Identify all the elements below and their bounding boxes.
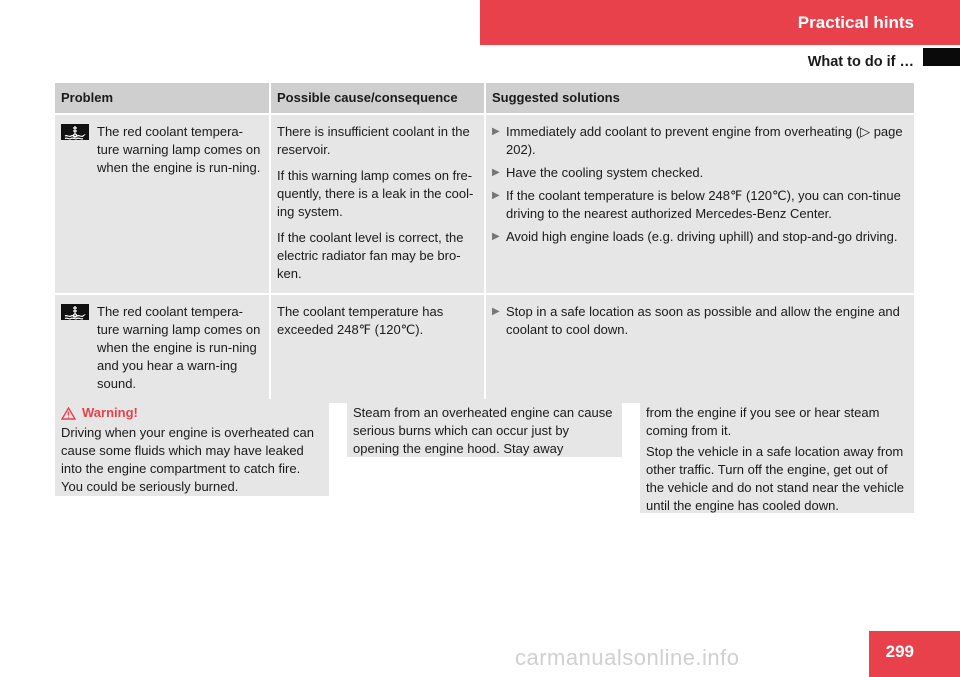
cause-cell xyxy=(270,114,485,294)
arrow-bullet-icon: ▶ xyxy=(492,190,500,201)
column-header-problem: Problem xyxy=(55,83,270,114)
table-row xyxy=(55,114,914,294)
warning-box xyxy=(55,399,329,496)
watermark: carmanualsonline.info xyxy=(515,645,740,670)
page-number-text: 299 xyxy=(885,642,914,661)
cause-text: If this warning lamp comes on fre-quently, there is a leak in the cool-ing system. xyxy=(277,168,474,219)
warning-heading xyxy=(61,404,323,422)
warning-triangle-icon xyxy=(61,407,76,420)
cause-text: If the coolant level is correct, the electric radiator fan may be bro-ken. xyxy=(277,230,464,281)
problem-cell xyxy=(55,114,270,294)
problem-text: The red coolant tempera-ture warning lamp comes on when the engine is run-ning and you hear a warn-ing sound. xyxy=(97,304,261,391)
warning-text: Stop the vehicle in a safe location away from other traffic. Turn off the engine, get out of the vehicle and do not stand near the vehicle until the engine has cooled down. xyxy=(646,444,905,513)
troubleshooting-table xyxy=(55,83,914,403)
solutions-cell xyxy=(485,114,914,294)
warning-continuation xyxy=(640,399,914,513)
solution-item xyxy=(492,228,908,246)
section-header xyxy=(480,0,960,45)
column-header-solutions: Suggested solutions xyxy=(485,83,914,114)
coolant-temperature-warning-lamp-icon xyxy=(61,124,89,140)
solution-text: Have the cooling system checked. xyxy=(506,165,704,180)
arrow-bullet-icon: ▶ xyxy=(492,167,500,178)
solutions-cell xyxy=(485,294,914,403)
solution-text: Avoid high engine loads (e.g. driving uphill) and stop-and-go driving. xyxy=(506,229,898,244)
warning-text: Driving when your engine is overheated can cause some fluids which may have leaked into the engine compartment to catch fire. You could be seriously burned. xyxy=(61,425,314,494)
page-number xyxy=(869,631,960,677)
solution-item xyxy=(492,164,908,182)
solution-item xyxy=(492,303,908,339)
table-header-row xyxy=(55,83,914,114)
cause-cell xyxy=(270,294,485,403)
warning-text: Steam from an overheated engine can cause serious burns which can occur just by opening the engine hood. Stay away xyxy=(353,405,613,456)
solution-text: Immediately add coolant to prevent engine from overheating (▷ page 202). xyxy=(506,124,903,157)
subsection-title: What to do if … xyxy=(807,54,914,70)
solution-item xyxy=(492,187,908,223)
solution-text: Stop in a safe location as soon as possible and allow the engine and coolant to cool down. xyxy=(506,304,900,337)
table-row xyxy=(55,294,914,403)
problem-cell xyxy=(55,294,270,403)
warning-text: from the engine if you see or hear steam coming from it. xyxy=(646,405,880,438)
column-header-cause: Possible cause/consequence xyxy=(270,83,485,114)
arrow-bullet-icon: ▶ xyxy=(492,126,500,137)
warning-continuation xyxy=(347,399,622,457)
arrow-bullet-icon: ▶ xyxy=(492,306,500,317)
thumb-tab xyxy=(923,48,960,66)
section-title: Practical hints xyxy=(797,13,914,32)
warning-title: Warning! xyxy=(82,405,138,420)
solution-item xyxy=(492,123,908,159)
solution-text: If the coolant temperature is below 248℉ (120℃), you can con-tinue driving to the nearest authorized Mercedes-Benz Center. xyxy=(506,188,901,221)
arrow-bullet-icon: ▶ xyxy=(492,231,500,242)
coolant-temperature-warning-lamp-icon xyxy=(61,304,89,320)
cause-text: There is insufficient coolant in the reservoir. xyxy=(277,124,470,157)
problem-text: The red coolant tempera-ture warning lamp comes on when the engine is run-ning. xyxy=(97,124,261,175)
cause-text: The coolant temperature has exceeded 248℉ (120℃). xyxy=(277,304,444,337)
